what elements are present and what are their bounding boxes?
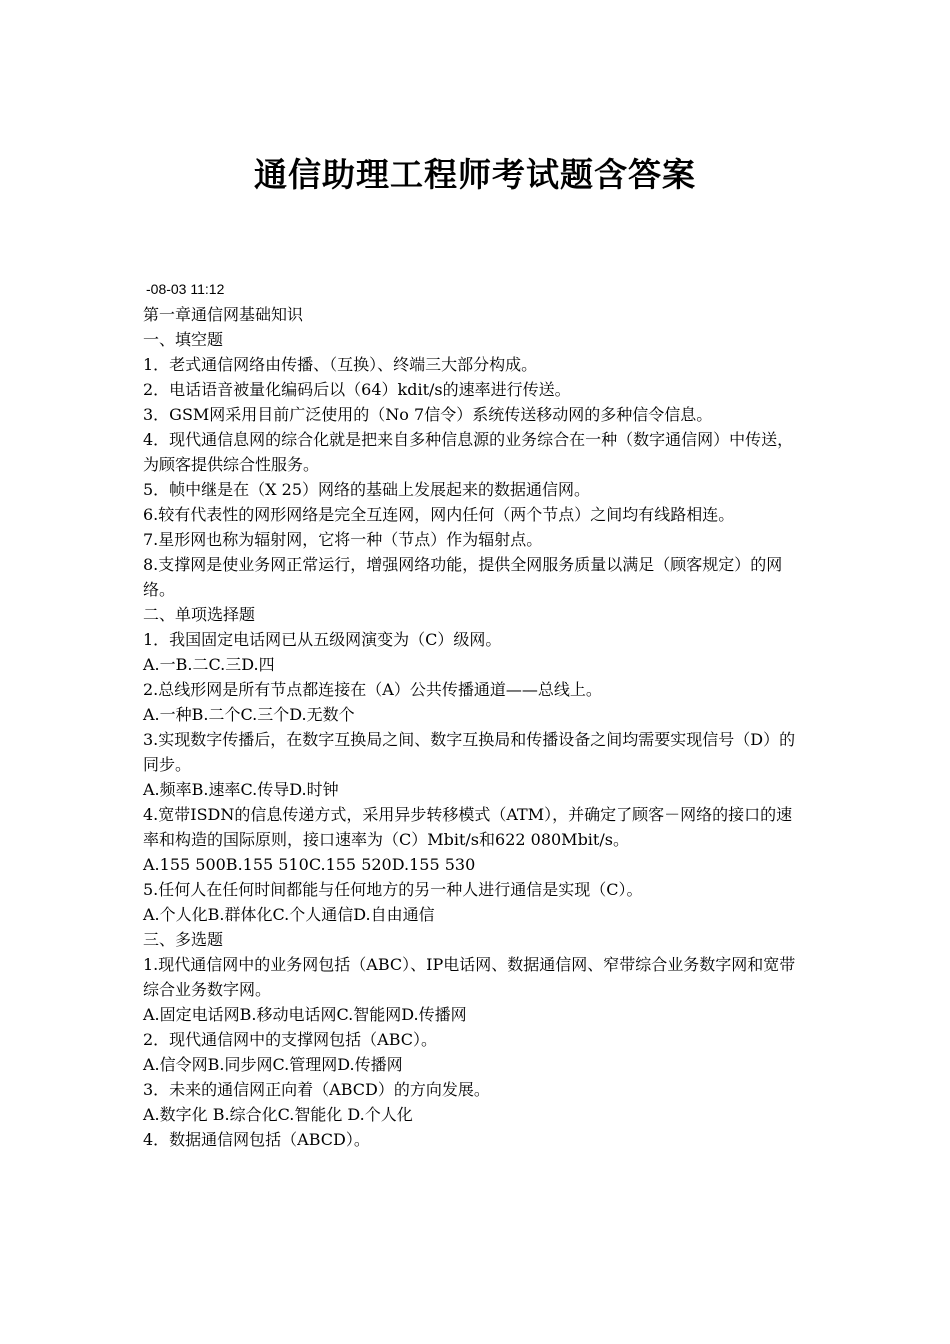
text-line: 二、单项选择题 <box>143 605 256 624</box>
text-line: 1．老式通信网络由传播、（互换）、终端三大部分构成。 <box>143 355 538 374</box>
text-line: 第一章通信网基础知识 <box>143 305 304 324</box>
text-line: 2．电话语音被量化编码后以（64）kdit/s的速率进行传送。 <box>143 380 571 399</box>
text-line: A.数字化 B.综合化C.智能化 D.个人化 <box>143 1105 413 1124</box>
text-line: 4．数据通信网包括（ABCD）。 <box>143 1130 370 1149</box>
text-line: 3．未来的通信网正向着（ABCD）的方向发展。 <box>143 1080 490 1099</box>
text-line: 5．帧中继是在（X 25）网络的基础上发展起来的数据通信网。 <box>143 480 591 499</box>
text-line: 一、填空题 <box>143 330 224 349</box>
text-line: 三、多选题 <box>143 930 224 949</box>
text-line: A.一B.二C.三D.四 <box>143 655 275 674</box>
text-line: 4．现代通信息网的综合化就是把来自多种信息源的业务综合在一种（数字通信网）中传送，为顾客提供综合性服务。 <box>143 430 794 474</box>
text-line: 4.宽带ISDN的信息传递方式，采用异步转移模式（ATM），并确定了顾客－网络的接口的速率和构造的国际原则，接口速率为（C）Mbit/s和622 080Mbit/s。 <box>143 805 793 849</box>
page-title: 通信助理工程师考试题含答案 <box>254 155 696 194</box>
text-line: 3.实现数字传播后，在数字互换局之间、数字互换局和传播设备之间均需要实现信号（D）的同步。 <box>143 730 796 774</box>
text-line: 6.较有代表性的网形网络是完全互连网，网内任何（两个节点）之间均有线路相连。 <box>143 505 735 524</box>
text-line: A.固定电话网B.移动电话网C.智能网D.传播网 <box>143 1005 467 1024</box>
text-line: A.信令网B.同步网C.管理网D.传播网 <box>143 1055 403 1074</box>
text-line: A.个人化B.群体化C.个人通信D.自由通信 <box>143 905 435 924</box>
text-line: 2．现代通信网中的支撑网包括（ABC）。 <box>143 1030 438 1049</box>
text-line: 2.总线形网是所有节点都连接在（A）公共传播通道——总线上。 <box>143 680 602 699</box>
document-body <box>143 302 803 1152</box>
text-line: 1．我国固定电话网已从五级网演变为（C）级网。 <box>143 630 502 649</box>
text-line: 3．GSM网采用目前广泛使用的（No 7信令）系统传送移动网的多种信令信息。 <box>143 405 713 424</box>
text-line: 5.任何人在任何时间都能与任何地方的另一种人进行通信是实现（C）。 <box>143 880 643 899</box>
text-line: A.155 500B.155 510C.155 520D.155 530 <box>143 855 476 874</box>
text-line: 7.星形网也称为辐射网，它将一种（节点）作为辐射点。 <box>143 530 543 549</box>
timestamp: -08-03 11:12 <box>146 281 225 297</box>
text-line: 8.支撑网是使业务网正常运行，增强网络功能，提供全网服务质量以满足（顾客规定）的网络。 <box>143 555 783 599</box>
text-line: A.频率B.速率C.传导D.时钟 <box>143 780 339 799</box>
text-line: 1.现代通信网中的业务网包括（ABC）、IP电话网、数据通信网、窄带综合业务数字网和宽带综合业务数字网。 <box>143 955 796 999</box>
text-line: A.一种B.二个C.三个D.无数个 <box>143 705 355 724</box>
